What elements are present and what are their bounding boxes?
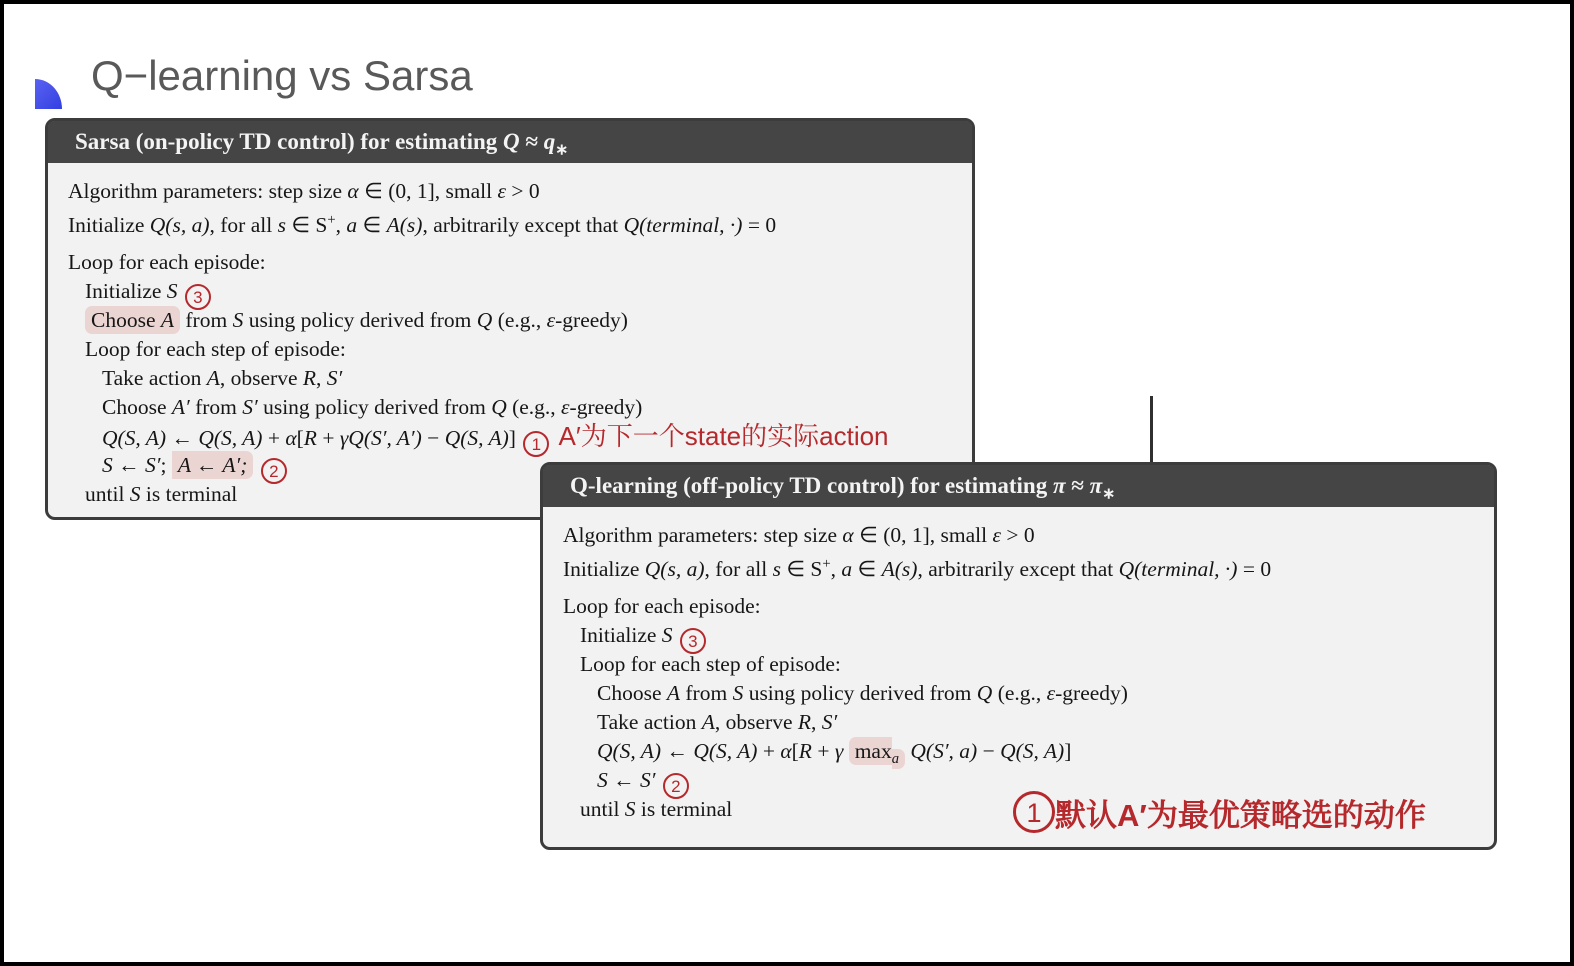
text-segment: Loop for each step of episode: [580,652,841,676]
text-segment: + [811,739,835,763]
text-segment: ε [992,523,1001,547]
text-segment [655,768,660,792]
circled-number: 3 [185,284,211,310]
text-segment: Q [491,395,507,419]
algorithm-line [563,550,1494,582]
text-segment: , [811,710,822,734]
text-segment: S [624,797,636,821]
text-segment: ← [166,426,199,450]
text-segment: S [232,308,244,332]
text-segment: α [347,179,359,203]
text-segment: a [841,557,853,582]
text-segment: ∈ (0, 1], small [853,523,993,547]
text-segment: Q [476,308,493,332]
sarsa-box-body [48,163,972,509]
text-segment: is terminal [635,797,733,821]
circled-number: 2 [261,458,287,484]
text-segment: = 0 [1237,557,1272,582]
text-segment: , observe [714,710,798,734]
text-segment: Choose [102,395,172,419]
sarsa-box-header [48,121,972,163]
algorithm-line [68,306,972,335]
text-segment: -greedy) [1055,681,1128,705]
text-segment: (e.g., [492,308,547,332]
text-segment: γ [834,739,849,763]
text-segment [178,279,183,303]
text-segment: − [421,426,445,450]
text-segment: Q(S, A) [102,426,167,450]
text-segment: Algorithm parameters: step size [563,523,843,547]
text-segment: ε [561,395,570,419]
text-segment: ← [661,739,694,763]
text-segment: S′ [145,453,161,477]
circled-number: 3 [680,628,706,654]
text-segment: , [316,366,327,390]
algorithm-line [68,248,972,277]
text-segment: is terminal [140,482,238,506]
text-segment: Sarsa (on-policy TD control) for estimating [75,129,504,154]
algorithm-line [563,592,1494,621]
text-segment: Q(s, a) [149,213,210,238]
text-segment: , arbitrarily except that [917,557,1119,582]
text-segment: S′ [242,395,258,419]
text-segment: Q(S, A) [198,426,263,450]
text-segment: + [316,426,340,450]
algorithm-line [563,708,1494,737]
text-segment: ε [1046,681,1056,705]
qlearning-annotation [1013,791,1426,833]
text-segment: ≈ [519,129,544,154]
text-segment: A [666,681,681,705]
text-segment: Initialize [580,623,662,647]
text-segment: Loop for each step of episode: [85,337,346,361]
text-segment: q [543,129,556,154]
text-segment: R [798,739,812,763]
text-segment: S [597,768,608,792]
text-segment: [ [296,426,304,450]
algorithm-line [68,364,972,393]
text-segment: Choose [597,681,667,705]
text-segment: S [732,681,744,705]
algorithm-line [563,679,1494,708]
text-segment: S [129,482,141,506]
highlighted-text: A [161,306,180,334]
text-segment: from [680,681,733,705]
text-segment: α [285,426,297,450]
text-segment: + [262,426,286,450]
text-segment: , for all [209,213,278,238]
text-segment: , observe [219,366,303,390]
text-segment: ∈ S [285,213,328,238]
text-segment: Q(s, a) [644,557,705,582]
text-segment: ∈ (0, 1], small [358,179,498,203]
text-segment: until [580,797,625,821]
qlearning-box-header [543,465,1494,507]
text-segment: S′ [326,366,343,390]
text-segment: > 0 [505,179,540,203]
text-segment: ∈ [852,557,882,582]
text-segment: R [303,426,317,450]
text-segment: s [277,213,286,238]
text-segment: , arbitrarily except that [422,213,624,238]
text-segment: S [102,453,113,477]
text-segment: ∈ [357,213,387,238]
algorithm-line [68,335,972,364]
text-segment: R [797,710,812,734]
algorithm-line [68,206,972,238]
text-segment: Initialize [68,213,150,238]
text-segment: -greedy) [569,395,643,419]
text-segment: Q(terminal, ·) [623,213,743,238]
text-segment: , [335,213,347,238]
text-segment: Q(S, A) [1000,739,1065,763]
text-segment: ≈ [1065,473,1090,498]
text-segment: ← [112,453,145,477]
text-segment: using policy derived from [243,308,477,332]
text-segment: Take action [597,710,702,734]
text-segment: ∗ [1102,485,1116,503]
text-segment: Q(S′, a) [910,739,978,763]
text-segment [253,453,258,477]
text-segment: s [772,557,781,582]
text-segment: R [302,366,317,390]
text-segment: Q-learning (off-policy TD control) for estimating [570,473,1053,498]
text-segment: a [346,213,358,238]
text-segment [673,623,678,647]
text-segment: = 0 [742,213,777,238]
text-segment: + [757,739,781,763]
text-segment: -greedy) [555,308,628,332]
annotation-text: 默认A′为最优策略选的动作 [1055,797,1426,833]
sarsa-box [45,118,975,520]
text-segment: S′ [640,768,656,792]
text-segment: ] [508,426,522,450]
circled-number: 1 [523,431,549,457]
text-segment: S [661,623,673,647]
text-segment: Q(S, A) [597,739,662,763]
highlighted-text: A ← A′; [172,451,254,479]
algorithm-line [563,521,1494,550]
text-segment: from [180,308,233,332]
algorithm-line [563,621,1494,650]
text-segment: A [701,710,715,734]
text-segment: using policy derived from [743,681,977,705]
algorithm-line [68,393,972,422]
text-segment: ∗ [555,141,569,159]
algorithm-line [563,650,1494,679]
text-segment: A [206,366,220,390]
title-bullet-icon [35,79,62,109]
highlighted-text: a [892,749,905,769]
text-segment: S′ [821,710,838,734]
text-segment: A(s) [386,213,423,238]
algorithm-line [563,737,1494,766]
text-segment: (e.g., [506,395,562,419]
text-segment: π [1052,473,1066,498]
text-segment: [ [791,739,799,763]
text-segment: using policy derived from [257,395,492,419]
text-segment: Loop for each episode: [68,250,266,274]
text-segment: Algorithm parameters: step size [68,179,348,203]
text-segment: Q(S, A) [693,739,758,763]
highlighted-text: Choose [85,306,161,334]
algorithm-line [68,421,972,454]
text-segment: , for all [704,557,773,582]
circled-number: 1 [1013,791,1055,833]
text-segment: α [842,523,854,547]
highlighted-text: max [849,737,892,765]
text-segment: Take action [102,366,207,390]
text-segment: − [977,739,1001,763]
text-segment: Initialize [85,279,167,303]
text-segment: A′ [171,395,190,419]
text-segment: , [830,557,842,582]
text-segment: Loop for each episode: [563,594,761,618]
caret-line [1150,396,1153,462]
text-segment: ∈ S [780,557,823,582]
text-segment: ; [160,453,172,477]
text-segment: until [85,482,130,506]
text-segment: Q(terminal, ·) [1118,557,1238,582]
qlearning-box-body [543,507,1494,824]
text-segment: Q [503,129,520,154]
text-segment: ε [497,179,506,203]
text-segment: ε [546,308,556,332]
text-segment: Initialize [563,557,645,582]
text-segment: from [189,395,243,419]
qlearning-box [540,462,1497,850]
text-segment: π [1089,473,1103,498]
text-segment: ] [1064,739,1072,763]
text-segment: ← [607,768,640,792]
text-segment: α [780,739,792,763]
text-segment: S [166,279,178,303]
text-segment: (e.g., [992,681,1047,705]
text-segment: A(s) [881,557,918,582]
page-title: Q−learning vs Sarsa [91,52,473,99]
text-segment: + [327,212,336,228]
algorithm-line [68,277,972,306]
text-segment: > 0 [1000,523,1035,547]
circled-number: 2 [663,773,689,799]
text-segment: + [822,556,831,572]
text-segment: Q(S, A) [444,426,509,450]
text-segment: γQ(S′, A′) [339,426,422,450]
text-segment: Q [976,681,993,705]
algorithm-line [68,177,972,206]
annotation-text: A′为下一个state的实际action [551,421,889,451]
